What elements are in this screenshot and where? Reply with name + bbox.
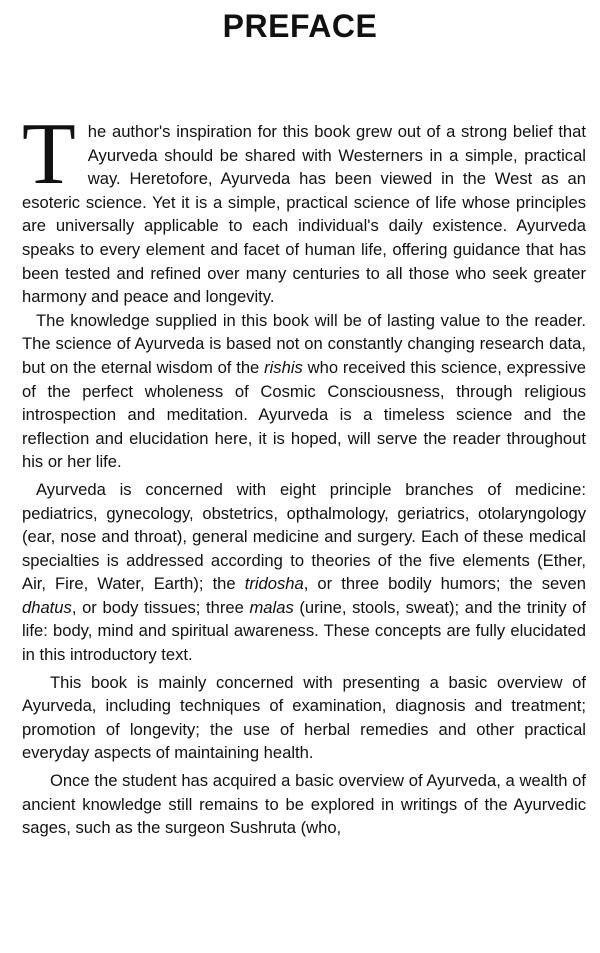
paragraph-1: [22, 106, 586, 309]
paragraph-3: [22, 478, 586, 667]
paragraph-2-italic-rishis: rishis: [264, 357, 303, 377]
paragraph-3-italic-dhatus: dhatus: [22, 597, 72, 617]
paragraph-1-text: he author's inspiration for this book grew out of a strong belief that Ayurveda should be shared with Westerners in a simple, practical way. Heretofore, Ayurveda has been viewed in the West as an esoteric science. Yet it is a simple, practical science of life whose principles are universally applicable to each individual's daily existence. Ayurveda speaks to every element and facet of human life, offering guidance that has been tested and refined over many centuries to all those who seek greater harmony and peace and longevity.: [22, 122, 586, 307]
paragraph-3-text-d: (urine, stools, sweat); and the trinity of life: body, mind and spiritual awareness. These concepts are fully elucidated in this introductory text.: [22, 597, 586, 665]
paragraph-3-italic-malas: malas: [249, 597, 294, 617]
paragraph-3-italic-tridosha: tridosha: [244, 574, 304, 594]
paragraph-3-text-a: Ayurveda is concerned with eight principle branches of medicine: pediatrics, gynecology, obstetrics, opthalmology, geriatrics, otolaryngology (ear, nose and throat), general medicine and surgery. Each of these medical specialties is addressed according to theories of the five elements (Ether, Air, Fire, Water, Earth); the: [22, 479, 586, 594]
drop-cap: T: [22, 106, 76, 203]
paragraph-2: [22, 309, 586, 474]
paragraph-3-text-b: , or three bodily humors; the seven: [303, 574, 586, 594]
preface-body: [22, 106, 586, 840]
paragraph-3-text-c: , or body tissues; three: [71, 597, 250, 617]
paragraph-4: [22, 671, 586, 765]
paragraph-2-text-a: The knowledge supplied in this book will be of lasting value to the reader. The science of Ayurveda is based not on constantly changing research data, but on the eternal wisdom of the: [22, 310, 586, 377]
paragraph-5: [22, 769, 586, 840]
paragraph-2-text-b: who received this science, expressive of the perfect wholeness of Cosmic Consciousness, through religious introspection and meditation. Ayurveda is a timeless science and the reflection and elucidation here, it is hoped, will serve the reader throughout his or her life.: [22, 357, 586, 472]
paragraph-5-text: Once the student has acquired a basic overview of Ayurveda, a wealth of ancient knowledge still remains to be explored in writings of the Ayurvedic sages, such as the surgeon Sushruta (who,: [22, 771, 586, 838]
paragraph-4-text: This book is mainly concerned with presenting a basic overview of Ayurveda, including techniques of examination, diagnosis and treatment; promotion of longevity; the use of herbal remedies and other practical everyday aspects of maintaining health.: [22, 672, 586, 763]
page-title: PREFACE: [222, 8, 378, 44]
